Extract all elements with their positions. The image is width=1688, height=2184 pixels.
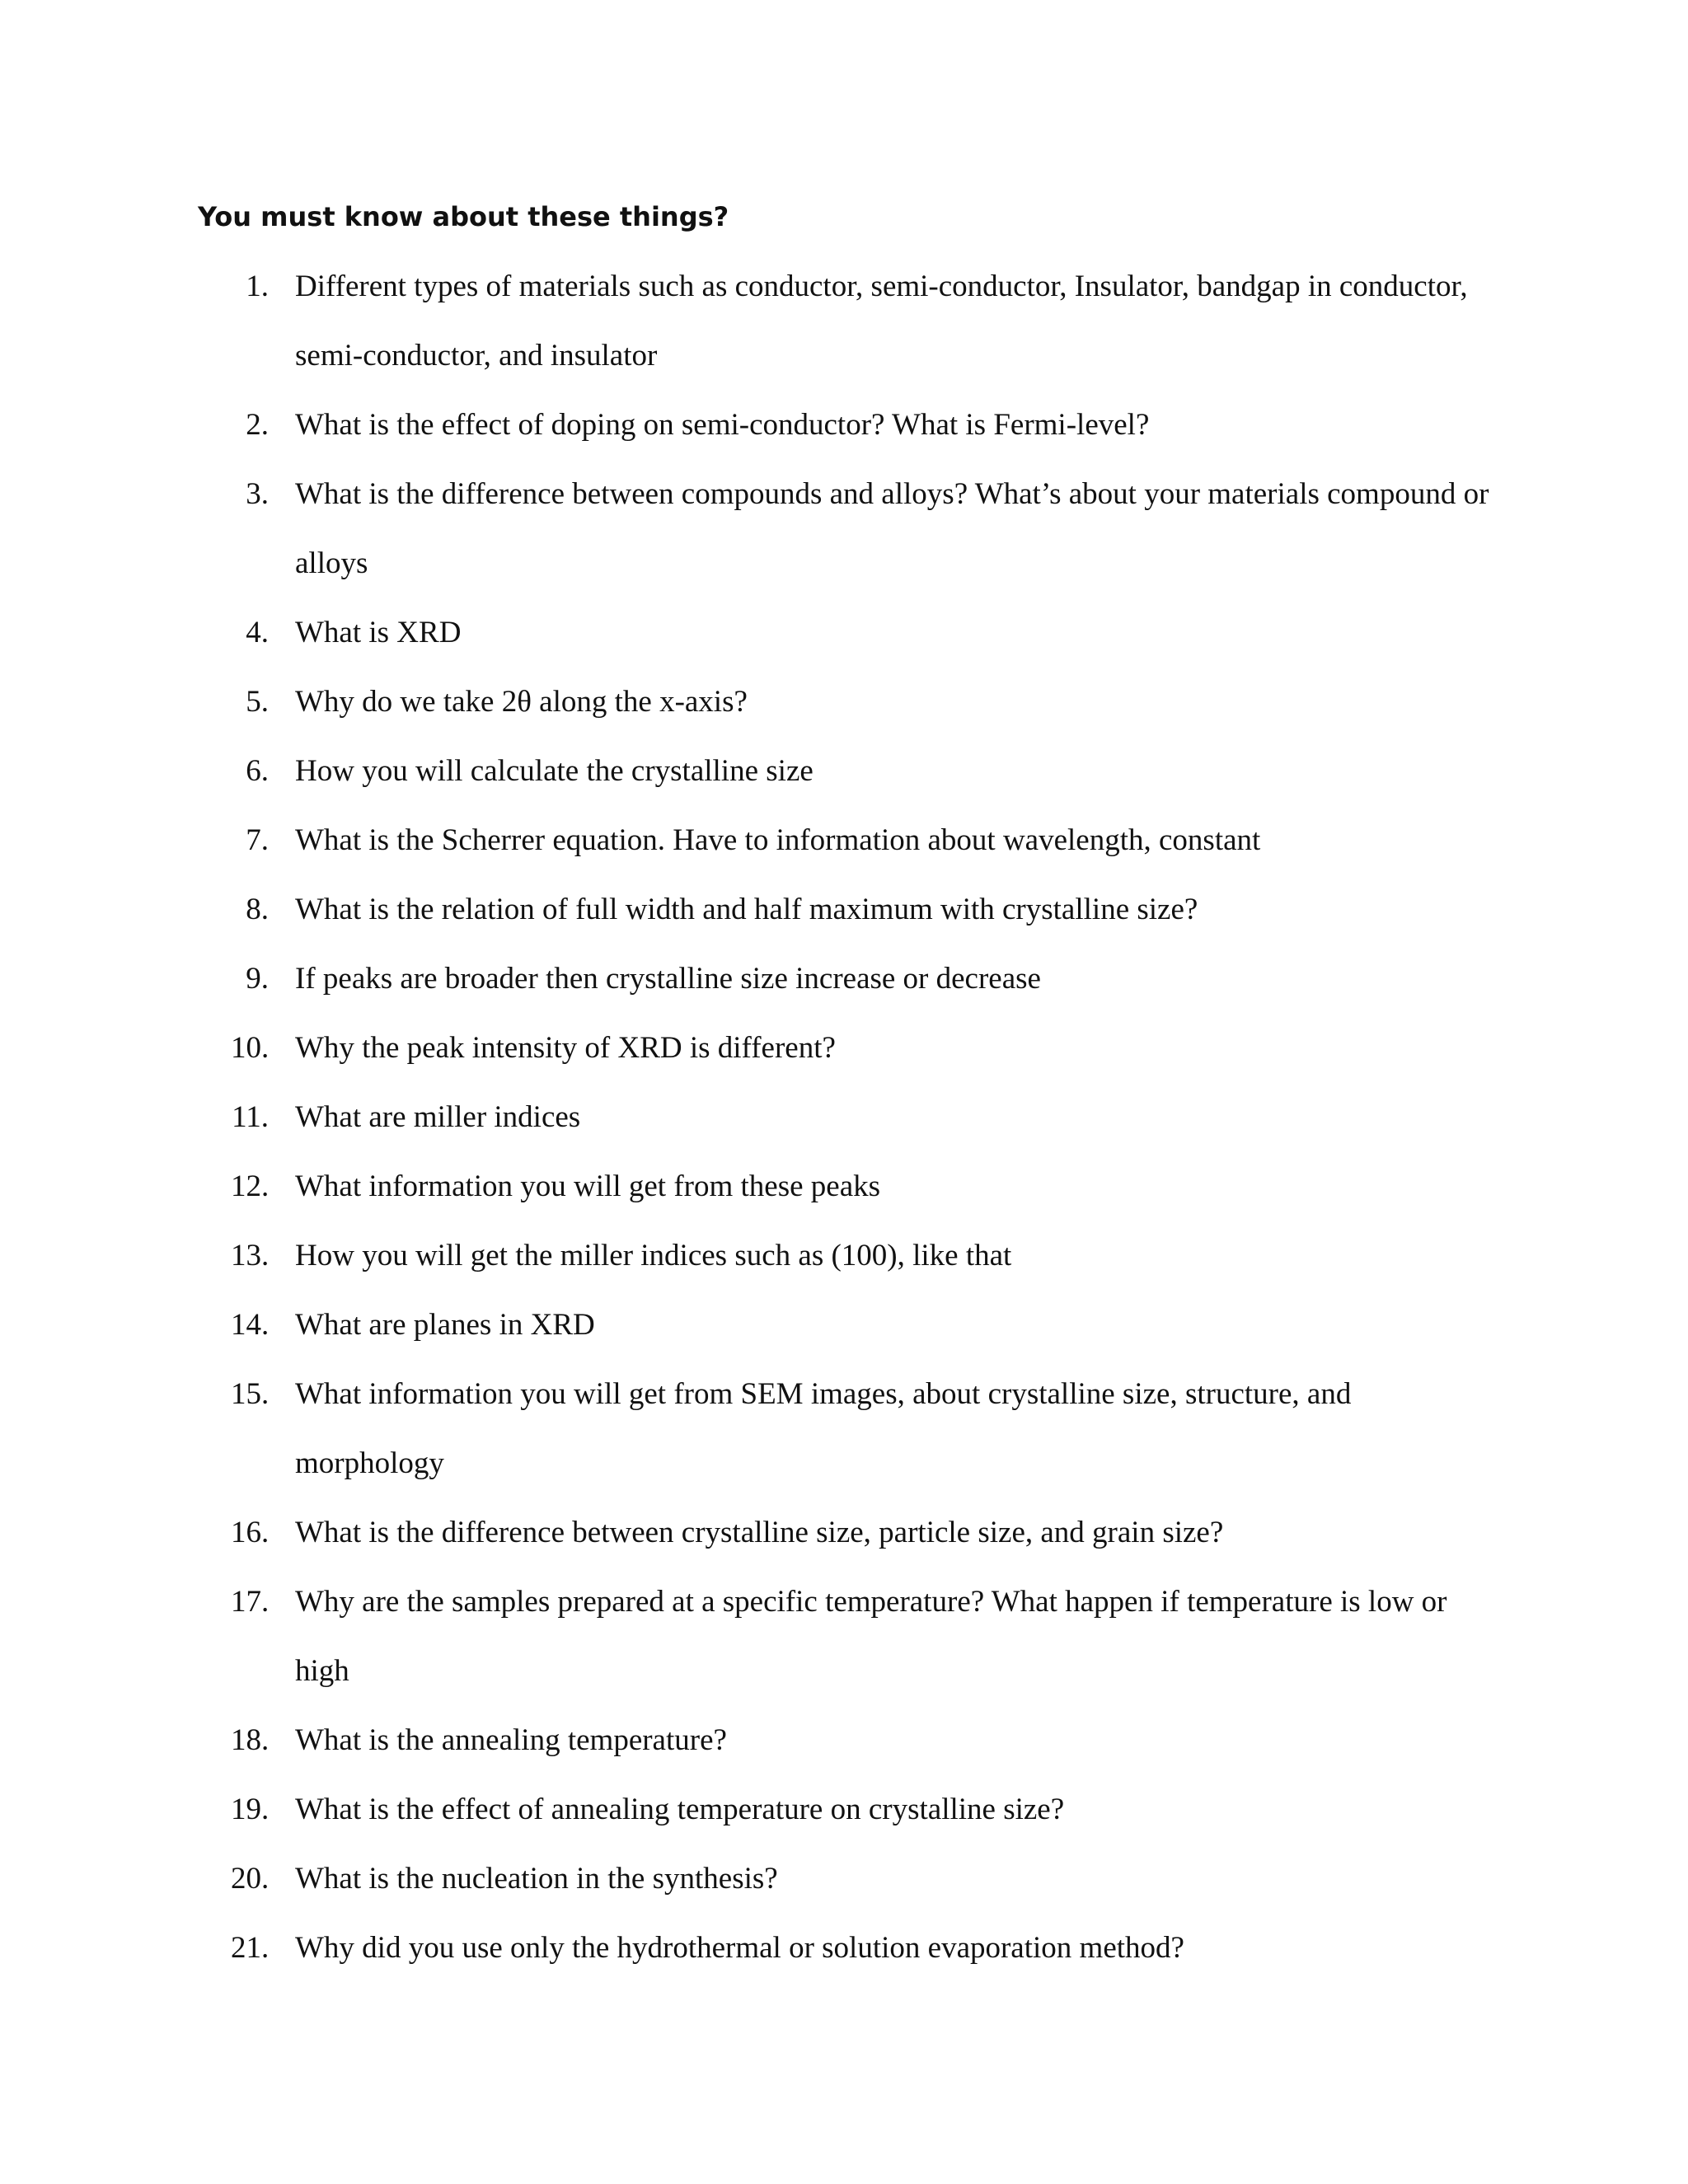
- list-item-number: 15.: [231, 1377, 270, 1411]
- list-item-number: 7.: [246, 823, 269, 857]
- list-item: [0, 1221, 1688, 1291]
- list-item-number: 5.: [246, 685, 269, 719]
- list-item-text: Why did you use only the hydrothermal or solution evaporation method?: [295, 1931, 1184, 1965]
- list-item-number: 6.: [246, 754, 269, 788]
- list-item-number: 17.: [231, 1585, 270, 1619]
- list-item-text: What information you will get from these peaks: [295, 1169, 881, 1203]
- list-item-number: 11.: [232, 1100, 269, 1134]
- list-item-text: How you will calculate the crystalline size: [295, 754, 814, 788]
- list-item-number: 10.: [231, 1031, 270, 1065]
- list-item-text: Why are the samples prepared at a specific temperature? What happen if temperature is low or high: [295, 1585, 1447, 1688]
- list-item-number: 3.: [246, 477, 269, 511]
- list-item-text: What is XRD: [295, 616, 462, 649]
- list-item-text: Why do we take 2θ along the x-axis?: [295, 685, 748, 719]
- list-item-text: What are miller indices: [295, 1100, 581, 1134]
- list-item: [0, 1291, 1688, 1360]
- list-item-number: 1.: [246, 269, 269, 303]
- list-item-text: What is the difference between crystalline size, particle size, and grain size?: [295, 1516, 1224, 1549]
- list-item-number: 16.: [231, 1516, 270, 1549]
- list-item: [0, 737, 1688, 806]
- list-item-number: 8.: [246, 893, 269, 926]
- list-item: [0, 391, 1688, 460]
- list-item: [0, 668, 1688, 737]
- list-item-text: What are planes in XRD: [295, 1308, 595, 1342]
- list-item: [0, 1568, 1688, 1706]
- list-item: [0, 1083, 1688, 1152]
- list-item: [0, 1706, 1688, 1775]
- list-item-text: What is the annealing temperature?: [295, 1723, 727, 1757]
- list-item-text: If peaks are broader then crystalline size increase or decrease: [295, 962, 1041, 996]
- list-item-number: 14.: [231, 1308, 270, 1342]
- list-item: [0, 1914, 1688, 1983]
- list-item-text: What is the difference between compounds and alloys? What’s about your materials compound or alloys: [295, 477, 1489, 580]
- list-item: [0, 1152, 1688, 1221]
- list-item-number: 19.: [231, 1793, 270, 1826]
- list-item: [0, 1498, 1688, 1568]
- list-item-text: What is the effect of annealing temperature on crystalline size?: [295, 1793, 1065, 1826]
- list-item: [0, 1775, 1688, 1844]
- list-item-number: 12.: [231, 1169, 270, 1203]
- list-item: [0, 1844, 1688, 1914]
- list-item-text: Why the peak intensity of XRD is different?: [295, 1031, 836, 1065]
- list-item-text: What is the effect of doping on semi-conductor? What is Fermi-level?: [295, 408, 1150, 442]
- list-item-text: How you will get the miller indices such as (100), like that: [295, 1239, 1012, 1272]
- question-list: [0, 252, 1688, 1983]
- list-item: [0, 1014, 1688, 1083]
- list-item: [0, 460, 1688, 598]
- list-item-text: What is the Scherrer equation. Have to information about wavelength, constant: [295, 823, 1261, 857]
- list-item: [0, 875, 1688, 944]
- list-item-number: 4.: [246, 616, 269, 649]
- page-heading: You must know about these things?: [198, 201, 729, 232]
- list-item-number: 21.: [231, 1931, 270, 1965]
- list-item-number: 9.: [246, 962, 269, 996]
- list-item-number: 20.: [231, 1862, 270, 1896]
- list-item: [0, 598, 1688, 668]
- list-item: [0, 806, 1688, 875]
- list-item-text: What is the nucleation in the synthesis?: [295, 1862, 778, 1896]
- list-item-number: 13.: [231, 1239, 270, 1272]
- list-item: [0, 252, 1688, 391]
- list-item-number: 18.: [231, 1723, 270, 1757]
- list-item: [0, 944, 1688, 1014]
- list-item-text: What is the relation of full width and half maximum with crystalline size?: [295, 893, 1198, 926]
- list-item-text: Different types of materials such as conductor, semi-conductor, Insulator, bandgap in conductor, semi-conductor, and insulator: [295, 269, 1468, 373]
- list-item: [0, 1360, 1688, 1498]
- list-item-number: 2.: [246, 408, 269, 442]
- list-item-text: What information you will get from SEM images, about crystalline size, structure, and morphology: [295, 1377, 1352, 1480]
